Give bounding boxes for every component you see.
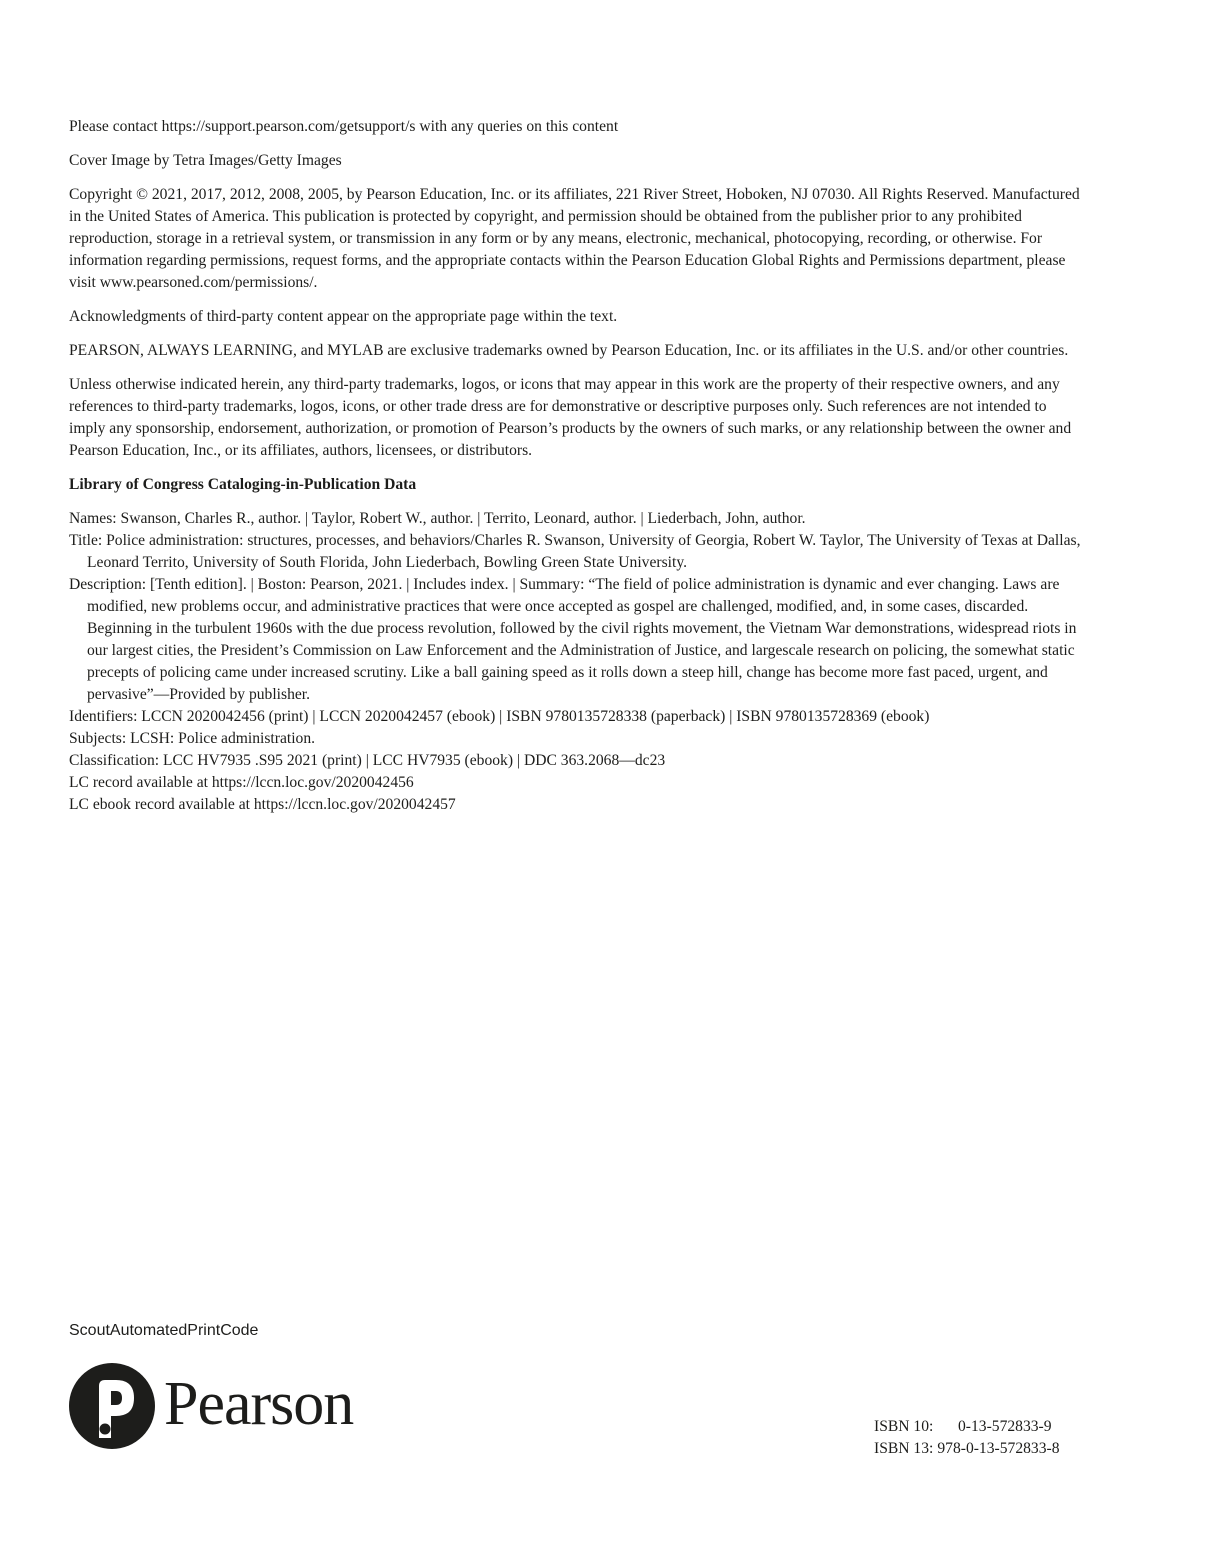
cip-data-block [69, 508, 1085, 816]
isbn-13-label: ISBN 13: [874, 1440, 934, 1457]
cip-lc-record: LC record available at https://lccn.loc.gov/2020042456 [69, 774, 414, 791]
isbn-block [874, 1416, 1094, 1460]
pearson-logo-mark-icon [68, 1358, 156, 1454]
trademarks-note: PEARSON, ALWAYS LEARNING, and MYLAB are exclusive trademarks owned by Pearson Education, Inc. or its affiliates in the U.S. and/or other countries. [69, 342, 1069, 359]
third-party-trademarks-note: Unless otherwise indicated herein, any third-party trademarks, logos, or icons that may appear in this work are the property of their respective owners, and any references to third-party trademarks, logos, icons, or other trade dress are for demonstrative or descriptive purposes only. Such references are not intended to imply any sponsorship, endorsement, authorization, or promotion of Pearson’s products by the owners of such marks, or any relationship between the owner and Pearson Education, Inc., or its affiliates, authors, licensees, or distributors. [69, 376, 1072, 459]
front-matter-text [69, 116, 1085, 816]
pearson-wordmark: Pearson [164, 1370, 354, 1438]
pearson-logo [68, 1358, 388, 1458]
cip-description: Description: [Tenth edition]. | Boston: Pearson, 2021. | Includes index. | Summary: “The field of police administration is dynamic and ever changing. Laws are modified, new problems occur, and administrative practices that were once accepted as gospel are challenged, modified, and, in some cases, discarded. Beginning in the turbulent 1960s with the due process revolution, followed by the civil rights movement, the Vietnam War demonstrations, widespread riots in our largest cities, the President’s Commission on Law Enforcement and the Administration of Justice, and largescale research on policing, the somewhat static precepts of policing came under increased scrutiny. Like a ball gaining speed as it rolls down a steep hill, change has become more fast paced, urgent, and pervasive”—Provided by publisher. [69, 576, 1077, 703]
isbn-10-row [874, 1416, 1094, 1438]
cip-identifiers: Identifiers: LCCN 2020042456 (print) | LCCN 2020042457 (ebook) | ISBN 9780135728338 (paperback) | ISBN 9780135728369 (ebook) [69, 708, 930, 725]
contact-line: Please contact https://support.pearson.com/getsupport/s with any queries on this content [69, 118, 619, 135]
isbn-10-label: ISBN 10: [874, 1418, 934, 1435]
isbn-13-value: 978-0-13-572833-8 [937, 1440, 1060, 1457]
cover-image-credit: Cover Image by Tetra Images/Getty Images [69, 152, 342, 169]
cip-subjects: Subjects: LCSH: Police administration. [69, 730, 316, 747]
cip-names: Names: Swanson, Charles R., author. | Taylor, Robert W., author. | Territo, Leonard, author. | Liederbach, John, author. [69, 510, 806, 527]
cip-classification: Classification: LCC HV7935 .S95 2021 (print) | LCC HV7935 (ebook) | DDC 363.2068—dc23 [69, 752, 666, 769]
cip-lc-ebook-record: LC ebook record available at https://lccn.loc.gov/2020042457 [69, 796, 456, 813]
cip-title: Title: Police administration: structures, processes, and behaviors/Charles R. Swanson, University of Georgia, Robert W. Taylor, The University of Texas at Dallas, Leonard Territo, University of South Florida, John Liederbach, Bowling Green State University. [69, 532, 1081, 571]
isbn-10-value: 0-13-572833-9 [958, 1418, 1052, 1435]
cip-heading: Library of Congress Cataloging-in-Publication Data [69, 476, 417, 493]
isbn-13-row [874, 1438, 1094, 1460]
print-code: ScoutAutomatedPrintCode [69, 1322, 259, 1339]
acknowledgments-note: Acknowledgments of third-party content appear on the appropriate page within the text. [69, 308, 618, 325]
copyright-notice: Copyright © 2021, 2017, 2012, 2008, 2005, by Pearson Education, Inc. or its affiliates, 221 River Street, Hoboken, NJ 07030. All Rights Reserved. Manufactured in the United States of America. This publication is protected by copyright, and permission should be obtained from the publisher prior to any prohibited reproduction, storage in a retrieval system, or transmission in any form or by any means, electronic, mechanical, photocopying, recording, or otherwise. For information regarding permissions, request forms, and the appropriate contacts within the Pearson Education Global Rights and Permissions department, please visit www.pearsoned.com/permissions/. [69, 186, 1080, 291]
